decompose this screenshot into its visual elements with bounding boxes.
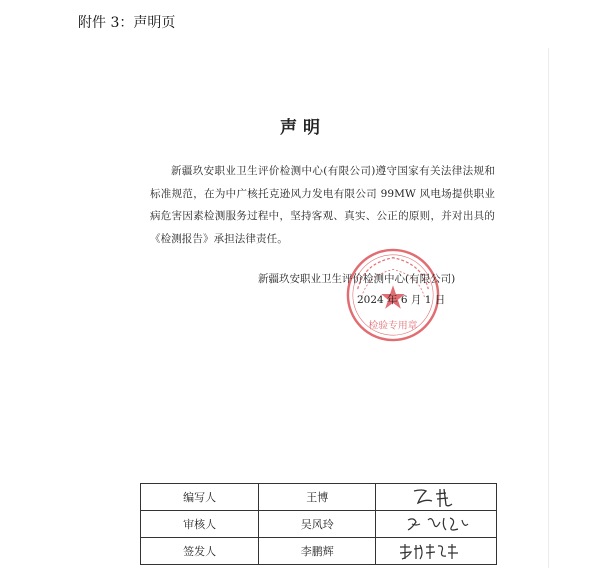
handwritten-signature bbox=[386, 512, 486, 536]
statement-paragraph: 新疆玖安职业卫生评价检测中心(有限公司)遵守国家有关法律法规和标准规范，在为中广核托克逊风力发电有限公司 99MW 风电场提供职业病危害因素检测服务过程中，坚持客观、真实、公正的原则，并对出具的《检测报告》承担法律责任。 bbox=[150, 165, 495, 245]
signoff-name: 李鹏辉 bbox=[259, 538, 376, 565]
table-row bbox=[141, 538, 497, 565]
signoff-name: 吴风玲 bbox=[259, 511, 376, 538]
signoff-role: 审核人 bbox=[141, 511, 259, 538]
signoff-role: 签发人 bbox=[141, 538, 259, 565]
table-row bbox=[141, 511, 497, 538]
table-row bbox=[141, 484, 497, 511]
document-title: 声 明 bbox=[280, 118, 320, 138]
signature-company: 新疆玖安职业卫生评价检测中心(有限公司) bbox=[258, 273, 456, 285]
signoff-signature bbox=[376, 484, 497, 511]
handwritten-signature bbox=[386, 539, 486, 563]
seal-text: 检验专用章 bbox=[368, 320, 418, 332]
handwritten-signature bbox=[386, 485, 486, 509]
signoff-signature bbox=[376, 511, 497, 538]
signoff-role: 编写人 bbox=[141, 484, 259, 511]
attachment-label: 附件 3：声明页 bbox=[78, 15, 176, 31]
signoff-name: 王博 bbox=[259, 484, 376, 511]
signoff-signature bbox=[376, 538, 497, 565]
signature-date: 2024 年 6 月 1 日 bbox=[357, 294, 446, 306]
signoff-table bbox=[140, 483, 497, 565]
